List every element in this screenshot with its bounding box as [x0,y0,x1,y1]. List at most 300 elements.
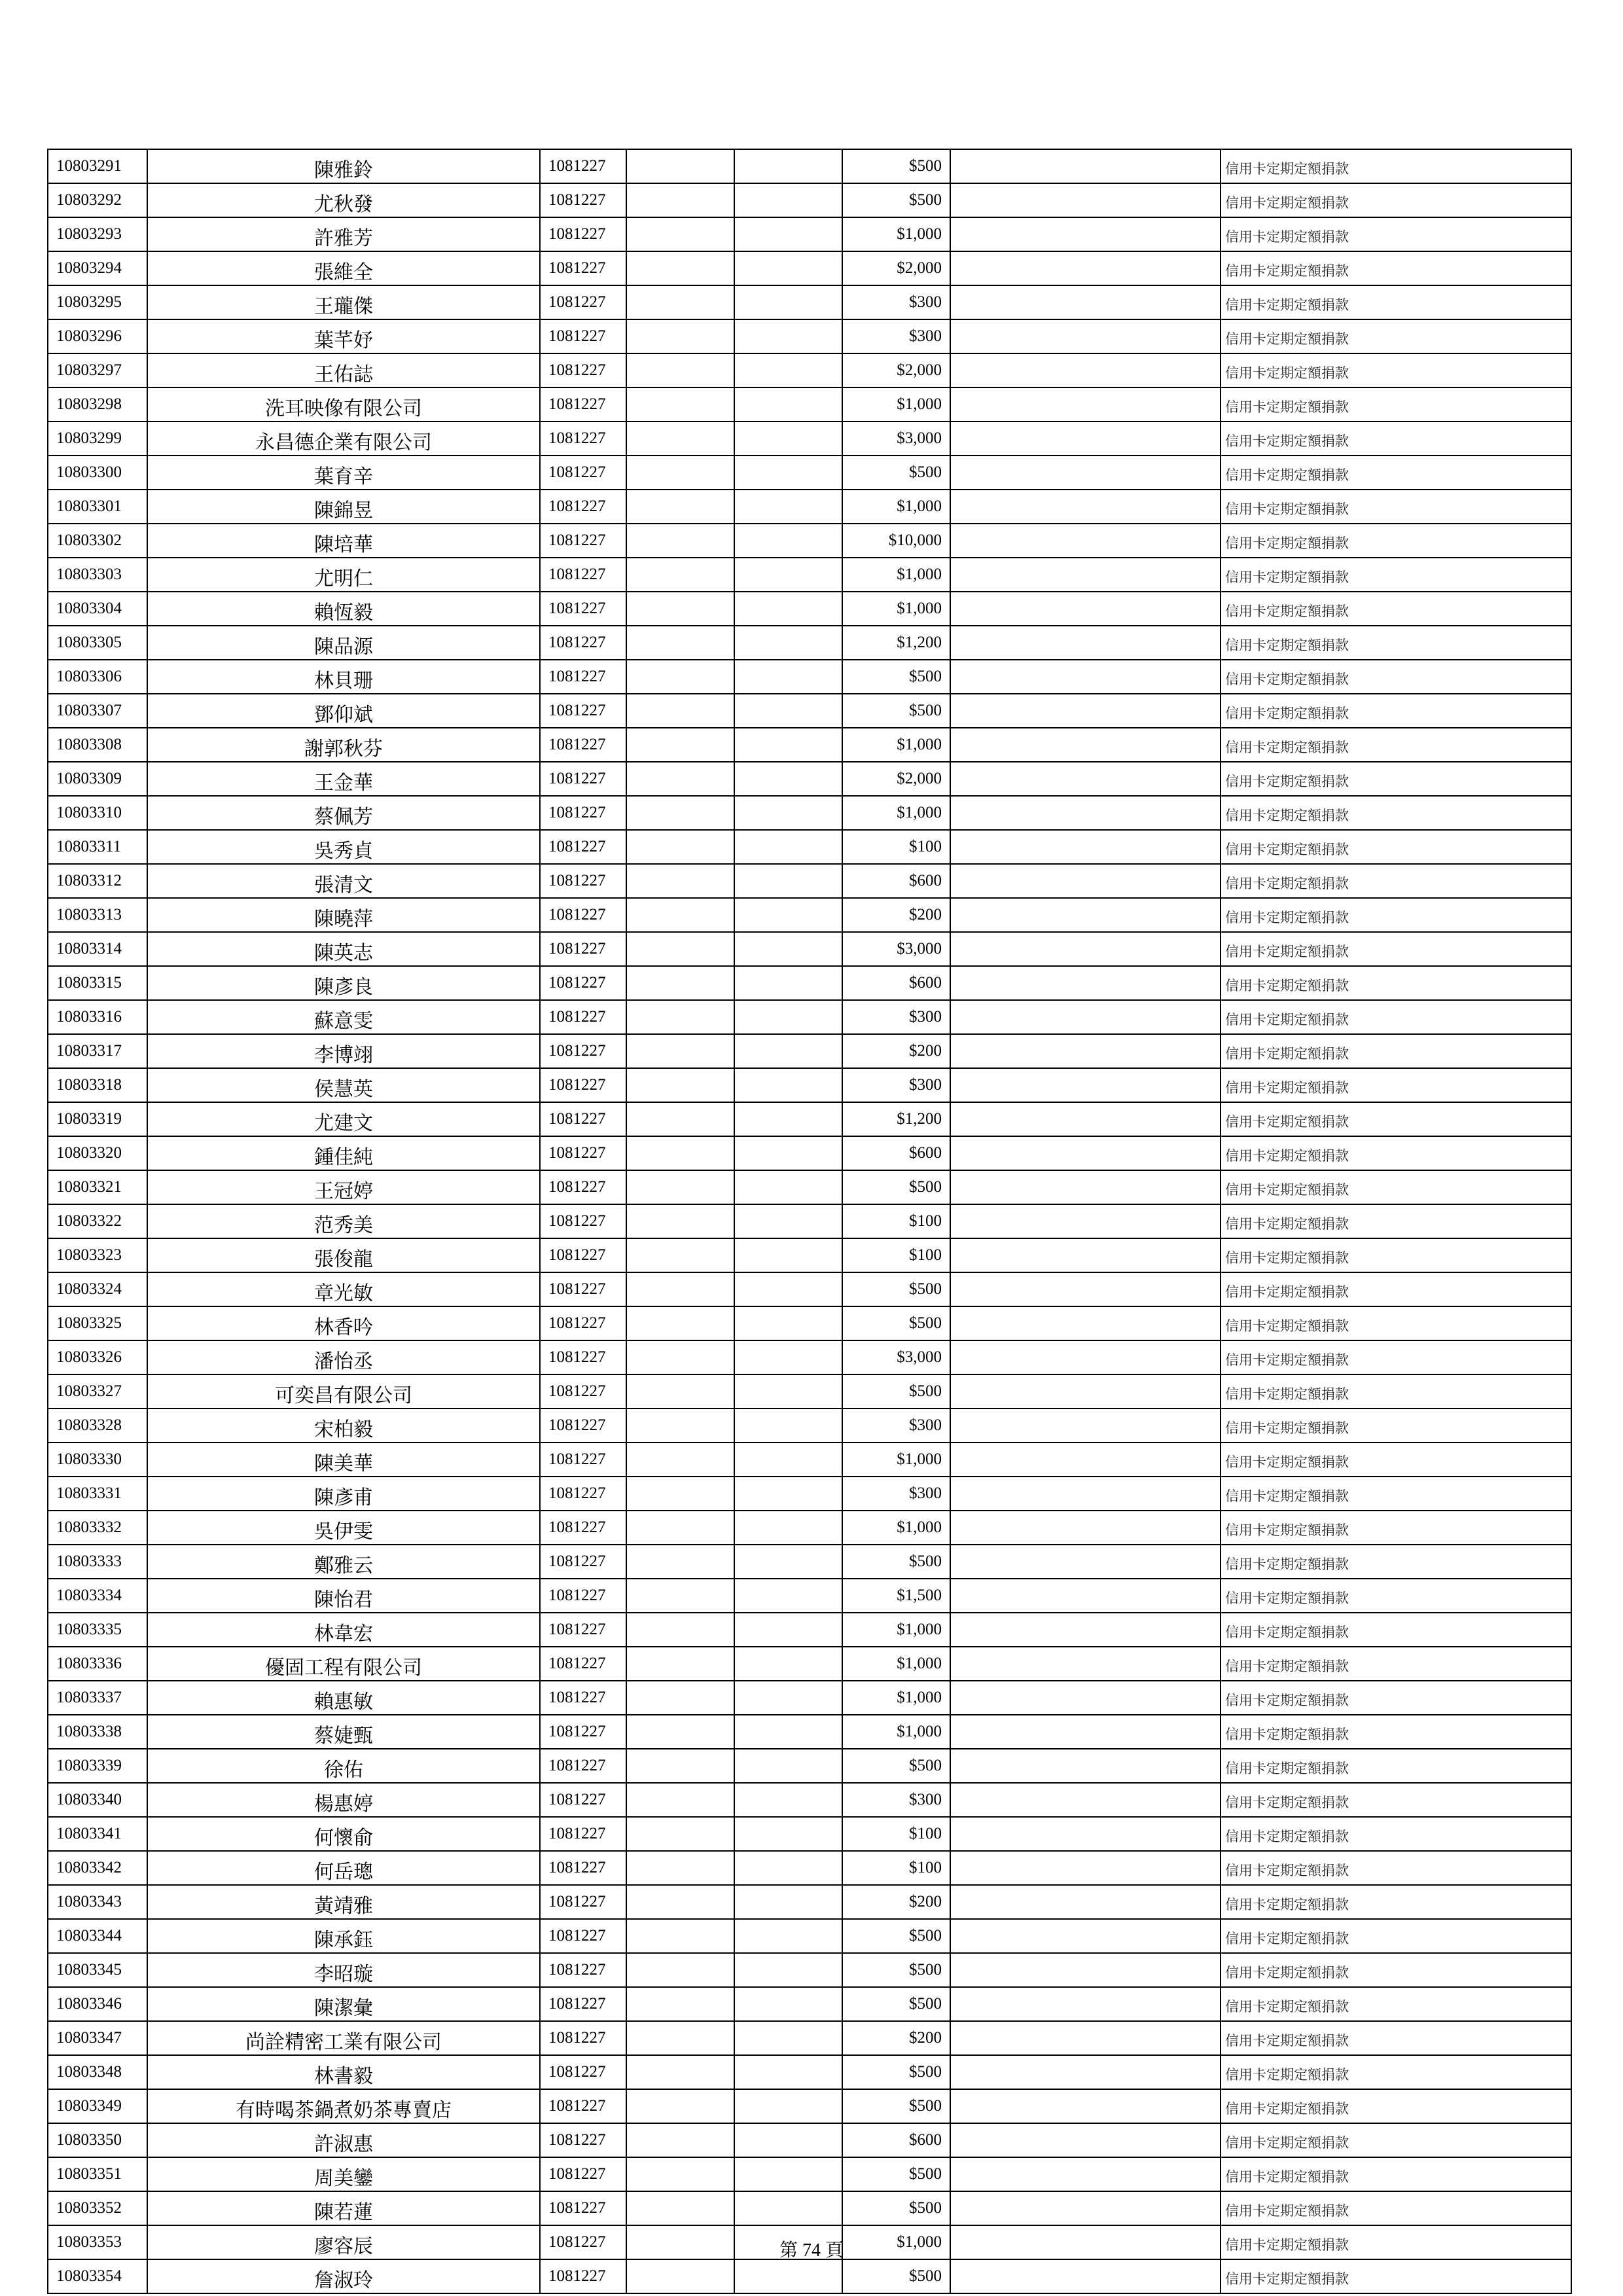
amount-cell: $3,000 [842,1340,950,1374]
amount-cell: $300 [842,1477,950,1511]
empty-cell [626,592,734,626]
table-row [48,728,1571,762]
table-row [48,1885,1571,1919]
empty-cell [626,2191,734,2225]
amount-cell: $1,000 [842,1715,950,1749]
empty-cell [950,1953,1221,1987]
note-cell: 信用卡定期定額捐款 [1221,592,1571,626]
note-cell: 信用卡定期定額捐款 [1221,1749,1571,1783]
donor-name-cell: 陳曉萍 [147,898,540,932]
note-cell: 信用卡定期定額捐款 [1221,490,1571,524]
empty-cell [626,1443,734,1477]
empty-cell [950,353,1221,387]
table-row [48,2259,1571,2293]
empty-cell [950,1170,1221,1204]
table-row [48,1000,1571,1034]
donation-date-cell: 1081227 [540,490,626,524]
amount-cell: $100 [842,1817,950,1851]
table-row [48,1987,1571,2021]
table-row [48,1749,1571,1783]
empty-cell [950,2191,1221,2225]
note-cell: 信用卡定期定額捐款 [1221,251,1571,285]
donation-date-cell: 1081227 [540,1647,626,1681]
empty-cell [626,558,734,592]
donation-date-cell: 1081227 [540,1477,626,1511]
empty-cell [950,2089,1221,2123]
amount-cell: $500 [842,1170,950,1204]
empty-cell [950,932,1221,966]
amount-cell: $500 [842,2055,950,2089]
amount-cell: $500 [842,2089,950,2123]
receipt-number-cell: 10803330 [48,1443,147,1477]
empty-cell [626,456,734,490]
empty-cell [626,524,734,558]
empty-cell [626,1783,734,1817]
empty-cell [626,660,734,694]
amount-cell: $500 [842,1374,950,1408]
donation-date-cell: 1081227 [540,1034,626,1068]
note-cell: 信用卡定期定額捐款 [1221,1647,1571,1681]
amount-cell: $1,000 [842,1647,950,1681]
amount-cell: $200 [842,898,950,932]
receipt-number-cell: 10803298 [48,387,147,422]
note-cell: 信用卡定期定額捐款 [1221,1204,1571,1238]
donor-name-cell: 林韋宏 [147,1613,540,1647]
amount-cell: $300 [842,1783,950,1817]
donation-date-cell: 1081227 [540,251,626,285]
amount-cell: $500 [842,1919,950,1953]
amount-cell: $2,000 [842,762,950,796]
empty-cell [626,694,734,728]
donor-name-cell: 蔡佩芳 [147,796,540,830]
empty-cell [626,1749,734,1783]
empty-cell [950,2259,1221,2293]
receipt-number-cell: 10803299 [48,422,147,456]
table-row [48,524,1571,558]
empty-cell [626,898,734,932]
note-cell: 信用卡定期定額捐款 [1221,2157,1571,2191]
receipt-number-cell: 10803311 [48,830,147,864]
empty-cell [734,762,842,796]
donation-date-cell: 1081227 [540,1204,626,1238]
empty-cell [626,728,734,762]
donation-date-cell: 1081227 [540,898,626,932]
empty-cell [626,830,734,864]
empty-cell [950,626,1221,660]
donation-date-cell: 1081227 [540,660,626,694]
empty-cell [734,1170,842,1204]
receipt-number-cell: 10803296 [48,319,147,353]
donation-date-cell: 1081227 [540,1579,626,1613]
empty-cell [626,2021,734,2055]
amount-cell: $2,000 [842,251,950,285]
donation-date-cell: 1081227 [540,2225,626,2259]
donor-name-cell: 蘇意雯 [147,1000,540,1034]
note-cell: 信用卡定期定額捐款 [1221,1681,1571,1715]
empty-cell [950,524,1221,558]
table-row [48,1408,1571,1443]
donor-name-cell: 陳培華 [147,524,540,558]
amount-cell: $1,000 [842,796,950,830]
empty-cell [626,490,734,524]
donor-name-cell: 尤秋發 [147,183,540,217]
empty-cell [950,830,1221,864]
empty-cell [950,183,1221,217]
empty-cell [734,1613,842,1647]
donation-table-body [48,149,1571,2293]
note-cell: 信用卡定期定額捐款 [1221,1817,1571,1851]
table-row [48,1817,1571,1851]
donation-date-cell: 1081227 [540,1749,626,1783]
receipt-number-cell: 10803308 [48,728,147,762]
empty-cell [950,1715,1221,1749]
empty-cell [734,1885,842,1919]
empty-cell [950,2157,1221,2191]
empty-cell [734,1272,842,1306]
empty-cell [626,183,734,217]
amount-cell: $600 [842,1136,950,1170]
receipt-number-cell: 10803345 [48,1953,147,1987]
note-cell: 信用卡定期定額捐款 [1221,1953,1571,1987]
note-cell: 信用卡定期定額捐款 [1221,456,1571,490]
donor-name-cell: 陳承鈺 [147,1919,540,1953]
empty-cell [950,1204,1221,1238]
donor-name-cell: 尤建文 [147,1102,540,1136]
donor-name-cell: 宋柏毅 [147,1408,540,1443]
table-row [48,1306,1571,1340]
empty-cell [734,1987,842,2021]
empty-cell [734,1511,842,1545]
donor-name-cell: 廖容辰 [147,2225,540,2259]
empty-cell [950,1987,1221,2021]
donor-name-cell: 潘怡丞 [147,1340,540,1374]
donor-name-cell: 許淑惠 [147,2123,540,2157]
note-cell: 信用卡定期定額捐款 [1221,1306,1571,1340]
note-cell: 信用卡定期定額捐款 [1221,796,1571,830]
donor-name-cell: 陳錦昱 [147,490,540,524]
empty-cell [950,1477,1221,1511]
donor-name-cell: 章光敏 [147,1272,540,1306]
donor-name-cell: 張維全 [147,251,540,285]
empty-cell [734,353,842,387]
receipt-number-cell: 10803319 [48,1102,147,1136]
empty-cell [950,1885,1221,1919]
empty-cell [626,1306,734,1340]
empty-cell [626,2055,734,2089]
table-row [48,1443,1571,1477]
empty-cell [626,1987,734,2021]
empty-cell [626,1000,734,1034]
empty-cell [734,422,842,456]
amount-cell: $1,000 [842,1443,950,1477]
table-row [48,1204,1571,1238]
empty-cell [950,149,1221,183]
table-row [48,149,1571,183]
donation-date-cell: 1081227 [540,1987,626,2021]
donation-date-cell: 1081227 [540,456,626,490]
empty-cell [734,1000,842,1034]
empty-cell [734,864,842,898]
amount-cell: $1,000 [842,1681,950,1715]
donor-name-cell: 詹淑玲 [147,2259,540,2293]
donation-date-cell: 1081227 [540,422,626,456]
empty-cell [734,1306,842,1340]
note-cell: 信用卡定期定額捐款 [1221,1613,1571,1647]
note-cell: 信用卡定期定額捐款 [1221,285,1571,319]
donation-date-cell: 1081227 [540,2089,626,2123]
empty-cell [734,1374,842,1408]
empty-cell [950,660,1221,694]
table-row [48,1340,1571,1374]
donor-name-cell: 范秀美 [147,1204,540,1238]
receipt-number-cell: 10803291 [48,149,147,183]
empty-cell [950,1783,1221,1817]
note-cell: 信用卡定期定額捐款 [1221,1272,1571,1306]
amount-cell: $100 [842,1851,950,1885]
empty-cell [626,1851,734,1885]
empty-cell [626,217,734,251]
note-cell: 信用卡定期定額捐款 [1221,864,1571,898]
amount-cell: $10,000 [842,524,950,558]
empty-cell [950,422,1221,456]
receipt-number-cell: 10803324 [48,1272,147,1306]
empty-cell [950,1579,1221,1613]
amount-cell: $1,000 [842,592,950,626]
table-row [48,932,1571,966]
table-row [48,626,1571,660]
receipt-number-cell: 10803350 [48,2123,147,2157]
empty-cell [950,1272,1221,1306]
empty-cell [734,1851,842,1885]
receipt-number-cell: 10803322 [48,1204,147,1238]
amount-cell: $3,000 [842,932,950,966]
empty-cell [626,251,734,285]
note-cell: 信用卡定期定額捐款 [1221,1511,1571,1545]
note-cell: 信用卡定期定額捐款 [1221,1000,1571,1034]
empty-cell [734,694,842,728]
empty-cell [950,217,1221,251]
empty-cell [950,2123,1221,2157]
note-cell: 信用卡定期定額捐款 [1221,728,1571,762]
table-row [48,1374,1571,1408]
note-cell: 信用卡定期定額捐款 [1221,1477,1571,1511]
receipt-number-cell: 10803347 [48,2021,147,2055]
donor-name-cell: 鄧仰斌 [147,694,540,728]
note-cell: 信用卡定期定額捐款 [1221,660,1571,694]
receipt-number-cell: 10803348 [48,2055,147,2089]
table-row [48,456,1571,490]
amount-cell: $200 [842,2021,950,2055]
donor-name-cell: 陳彥良 [147,966,540,1000]
receipt-number-cell: 10803305 [48,626,147,660]
empty-cell [734,2021,842,2055]
receipt-number-cell: 10803292 [48,183,147,217]
amount-cell: $500 [842,149,950,183]
note-cell: 信用卡定期定額捐款 [1221,524,1571,558]
receipt-number-cell: 10803310 [48,796,147,830]
donor-name-cell: 葉芊妤 [147,319,540,353]
empty-cell [950,1374,1221,1408]
amount-cell: $100 [842,1238,950,1272]
empty-cell [626,1477,734,1511]
empty-cell [950,558,1221,592]
receipt-number-cell: 10803315 [48,966,147,1000]
note-cell: 信用卡定期定額捐款 [1221,1238,1571,1272]
table-row [48,353,1571,387]
donation-date-cell: 1081227 [540,1272,626,1306]
amount-cell: $500 [842,1272,950,1306]
note-cell: 信用卡定期定額捐款 [1221,1374,1571,1408]
amount-cell: $500 [842,2157,950,2191]
note-cell: 信用卡定期定額捐款 [1221,1885,1571,1919]
empty-cell [734,2157,842,2191]
receipt-number-cell: 10803313 [48,898,147,932]
donation-date-cell: 1081227 [540,762,626,796]
note-cell: 信用卡定期定額捐款 [1221,2089,1571,2123]
note-cell: 信用卡定期定額捐款 [1221,626,1571,660]
amount-cell: $100 [842,830,950,864]
empty-cell [626,422,734,456]
receipt-number-cell: 10803293 [48,217,147,251]
note-cell: 信用卡定期定額捐款 [1221,217,1571,251]
empty-cell [626,2089,734,2123]
table-row [48,2021,1571,2055]
empty-cell [626,1681,734,1715]
table-row [48,490,1571,524]
note-cell: 信用卡定期定額捐款 [1221,149,1571,183]
receipt-number-cell: 10803327 [48,1374,147,1408]
donation-date-cell: 1081227 [540,1885,626,1919]
empty-cell [950,864,1221,898]
table-row [48,285,1571,319]
amount-cell: $500 [842,694,950,728]
donor-name-cell: 徐佑 [147,1749,540,1783]
empty-cell [950,2021,1221,2055]
empty-cell [950,694,1221,728]
empty-cell [734,796,842,830]
note-cell: 信用卡定期定額捐款 [1221,1919,1571,1953]
empty-cell [950,762,1221,796]
table-row [48,1681,1571,1715]
table-row [48,1102,1571,1136]
donor-name-cell: 可奕昌有限公司 [147,1374,540,1408]
receipt-number-cell: 10803317 [48,1034,147,1068]
table-row [48,1579,1571,1613]
donation-date-cell: 1081227 [540,2157,626,2191]
empty-cell [734,830,842,864]
donation-date-cell: 1081227 [540,353,626,387]
empty-cell [626,1511,734,1545]
note-cell: 信用卡定期定額捐款 [1221,558,1571,592]
empty-cell [626,864,734,898]
empty-cell [950,319,1221,353]
donor-name-cell: 周美鑾 [147,2157,540,2191]
table-row [48,1613,1571,1647]
donation-date-cell: 1081227 [540,1919,626,1953]
table-row [48,830,1571,864]
empty-cell [950,387,1221,422]
donor-name-cell: 林香吟 [147,1306,540,1340]
note-cell: 信用卡定期定額捐款 [1221,1783,1571,1817]
amount-cell: $1,500 [842,1579,950,1613]
amount-cell: $300 [842,285,950,319]
receipt-number-cell: 10803312 [48,864,147,898]
empty-cell [734,1068,842,1102]
table-row [48,217,1571,251]
empty-cell [734,1715,842,1749]
note-cell: 信用卡定期定額捐款 [1221,1034,1571,1068]
donor-name-cell: 永昌德企業有限公司 [147,422,540,456]
empty-cell [626,1374,734,1408]
empty-cell [950,456,1221,490]
empty-cell [734,660,842,694]
note-cell: 信用卡定期定額捐款 [1221,353,1571,387]
empty-cell [950,1443,1221,1477]
empty-cell [734,1477,842,1511]
donor-name-cell: 陳彥甫 [147,1477,540,1511]
donation-date-cell: 1081227 [540,932,626,966]
receipt-number-cell: 10803309 [48,762,147,796]
empty-cell [626,1408,734,1443]
donation-date-cell: 1081227 [540,1408,626,1443]
donor-name-cell: 何懷俞 [147,1817,540,1851]
donation-date-cell: 1081227 [540,1851,626,1885]
amount-cell: $1,000 [842,217,950,251]
empty-cell [950,1034,1221,1068]
receipt-number-cell: 10803295 [48,285,147,319]
amount-cell: $500 [842,1306,950,1340]
empty-cell [626,1170,734,1204]
table-row [48,2191,1571,2225]
donor-name-cell: 有時喝茶鍋煮奶茶專賣店 [147,2089,540,2123]
empty-cell [626,1204,734,1238]
table-row [48,694,1571,728]
donor-name-cell: 尚詮精密工業有限公司 [147,2021,540,2055]
table-row [48,1919,1571,1953]
empty-cell [626,1613,734,1647]
donation-date-cell: 1081227 [540,217,626,251]
donor-name-cell: 吳秀貞 [147,830,540,864]
donor-name-cell: 林書毅 [147,2055,540,2089]
note-cell: 信用卡定期定額捐款 [1221,1136,1571,1170]
empty-cell [734,2089,842,2123]
note-cell: 信用卡定期定額捐款 [1221,1102,1571,1136]
amount-cell: $500 [842,1953,950,1987]
empty-cell [950,966,1221,1000]
donation-date-cell: 1081227 [540,1374,626,1408]
receipt-number-cell: 10803354 [48,2259,147,2293]
empty-cell [950,2055,1221,2089]
donor-name-cell: 陳雅鈴 [147,149,540,183]
amount-cell: $1,200 [842,626,950,660]
receipt-number-cell: 10803341 [48,1817,147,1851]
note-cell: 信用卡定期定額捐款 [1221,387,1571,422]
donation-date-cell: 1081227 [540,864,626,898]
empty-cell [950,1000,1221,1034]
donor-name-cell: 黃靖雅 [147,1885,540,1919]
empty-cell [626,1817,734,1851]
receipt-number-cell: 10803349 [48,2089,147,2123]
empty-cell [734,2123,842,2157]
empty-cell [734,1647,842,1681]
empty-cell [734,319,842,353]
empty-cell [626,319,734,353]
empty-cell [734,932,842,966]
empty-cell [626,387,734,422]
receipt-number-cell: 10803304 [48,592,147,626]
table-row [48,183,1571,217]
empty-cell [734,217,842,251]
